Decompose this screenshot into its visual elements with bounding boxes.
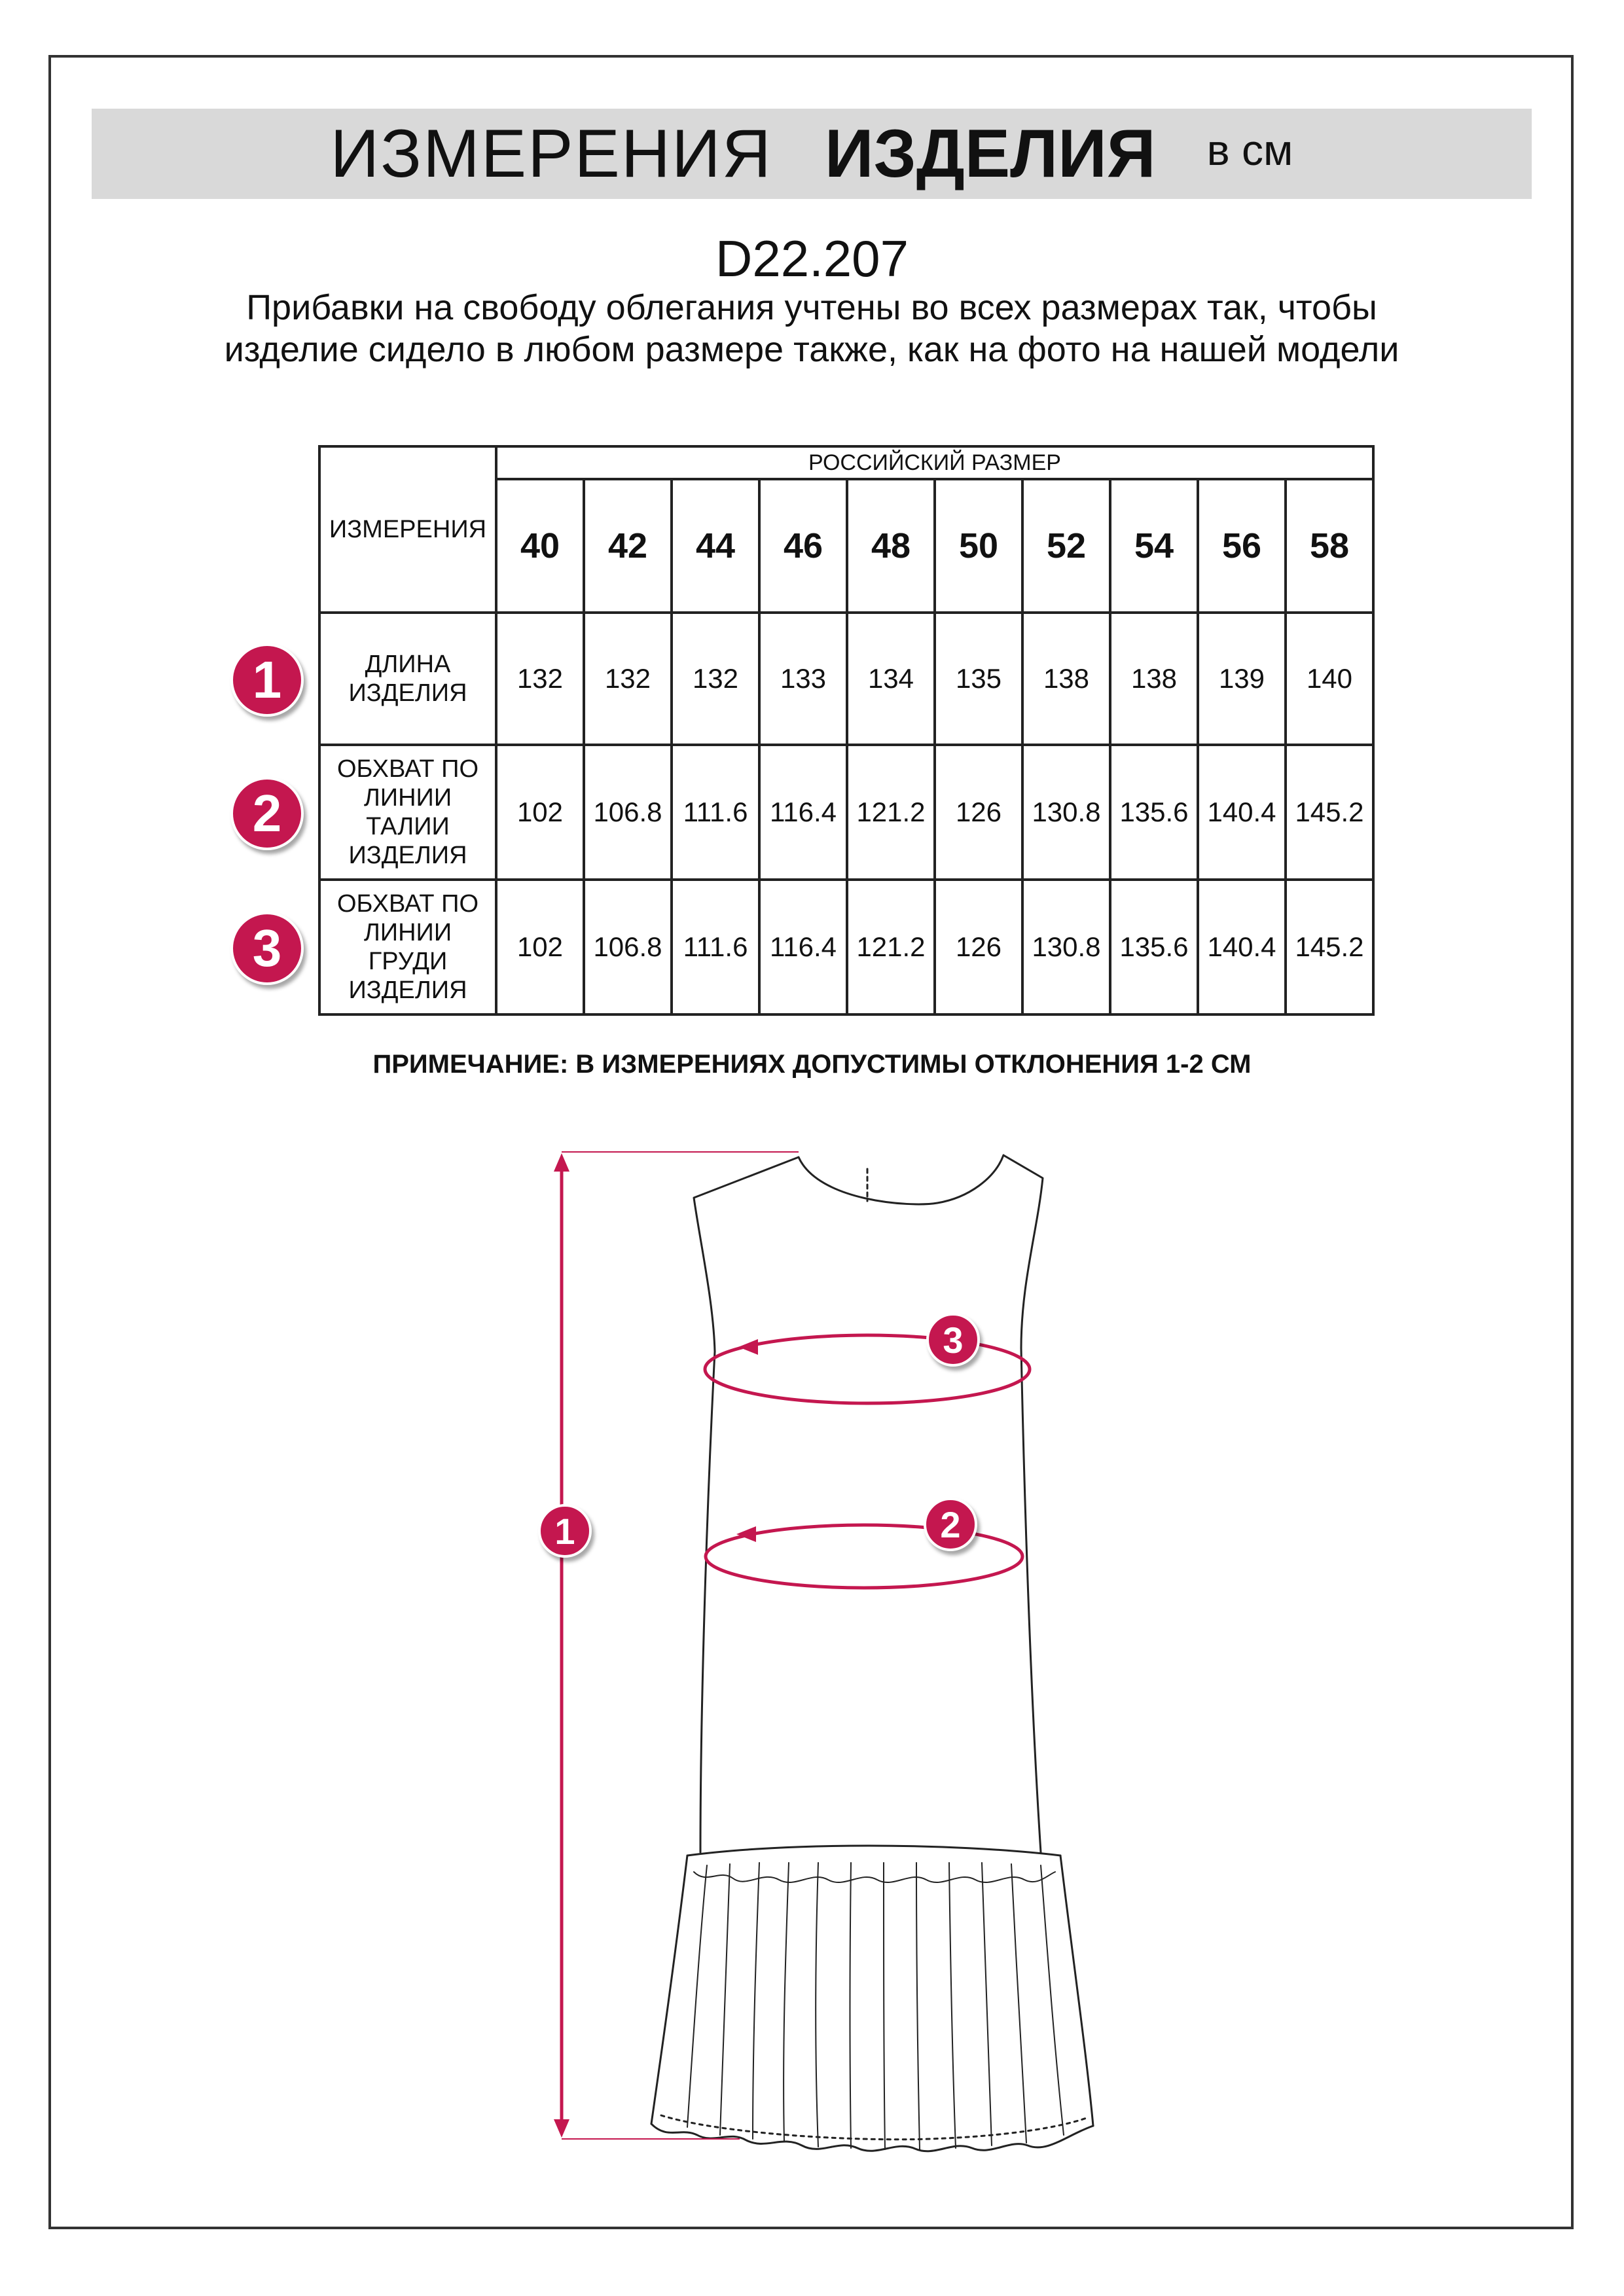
- row-label-length: ДЛИНА ИЗДЕЛИЯ: [319, 613, 496, 745]
- tolerance-note: ПРИМЕЧАНИЕ: В ИЗМЕРЕНИЯХ ДОПУСТИМЫ ОТКЛОНЕНИЯ 1-2 СМ: [372, 1050, 1252, 1079]
- size-header: 46: [759, 479, 847, 613]
- table-cell: 130.8: [1022, 880, 1110, 1014]
- size-header: 44: [672, 479, 759, 613]
- size-header: 54: [1110, 479, 1198, 613]
- row-badge-chest: 3: [230, 912, 304, 985]
- table-cell: 134: [847, 613, 935, 745]
- table-cell: 106.8: [584, 745, 672, 880]
- unit-label: в см: [1206, 126, 1293, 174]
- table-cell: 130.8: [1022, 745, 1110, 880]
- dress-outline: [651, 1155, 1093, 2151]
- table-cell: 126: [935, 880, 1022, 1014]
- table-cell: 133: [759, 613, 847, 745]
- table-cell: 145.2: [1286, 880, 1373, 1014]
- arrow-left-icon: [738, 1339, 758, 1355]
- size-header: 42: [584, 479, 672, 613]
- size-header: 56: [1198, 479, 1286, 613]
- table-cell: 135.6: [1110, 745, 1198, 880]
- page-title: ИЗМЕРЕНИЯ: [330, 115, 772, 192]
- size-header: 58: [1286, 479, 1373, 613]
- table-cell: 116.4: [759, 880, 847, 1014]
- size-header: 52: [1022, 479, 1110, 613]
- table-cell: 121.2: [847, 745, 935, 880]
- table-cell: 126: [935, 745, 1022, 880]
- article-code: D22.207: [715, 230, 909, 287]
- page-title-bold: ИЗДЕЛИЯ: [824, 115, 1156, 192]
- table-cell: 135.6: [1110, 880, 1198, 1014]
- size-header: 50: [935, 479, 1022, 613]
- table-cell: 140.4: [1198, 745, 1286, 880]
- length-measure: [562, 1152, 799, 2139]
- table-cell: 138: [1110, 613, 1198, 745]
- table-cell: 138: [1022, 613, 1110, 745]
- sketch-marker-waist: 2: [924, 1498, 977, 1551]
- table-cell: 132: [496, 613, 584, 745]
- row-label-waist: ОБХВАТ ПО ЛИНИИ ТАЛИИ ИЗДЕЛИЯ: [319, 745, 496, 880]
- size-header: 40: [496, 479, 584, 613]
- table-cell: 111.6: [672, 880, 759, 1014]
- measurements-header: ИЗМЕРЕНИЯ: [319, 446, 496, 613]
- table-cell: 102: [496, 745, 584, 880]
- table-cell: 135: [935, 613, 1022, 745]
- table-cell: 106.8: [584, 880, 672, 1014]
- sketch-marker-length: 1: [538, 1504, 592, 1558]
- table-cell: 102: [496, 880, 584, 1014]
- arrow-up-icon: [554, 1153, 569, 1172]
- table-cell: 140: [1286, 613, 1373, 745]
- arrow-down-icon: [554, 2119, 569, 2138]
- size-header: 48: [847, 479, 935, 613]
- table-cell: 139: [1198, 613, 1286, 745]
- row-badge-length: 1: [230, 643, 304, 717]
- row-badge-waist: 2: [230, 777, 304, 850]
- sketch-marker-chest: 3: [926, 1313, 980, 1367]
- table-cell: 111.6: [672, 745, 759, 880]
- size-system-header: РОССИЙСКИЙ РАЗМЕР: [496, 446, 1373, 479]
- arrow-left-icon: [736, 1526, 756, 1542]
- table-cell: 121.2: [847, 880, 935, 1014]
- table-cell: 132: [672, 613, 759, 745]
- fit-description: Прибавки на свободу облегания учтены во всех размерах так, чтобы изделие сидело в любом размере также, как на фото на нашей модели: [224, 288, 1399, 369]
- row-label-chest: ОБХВАТ ПО ЛИНИИ ГРУДИ ИЗДЕЛИЯ: [319, 880, 496, 1014]
- table-cell: 145.2: [1286, 745, 1373, 880]
- table-cell: 132: [584, 613, 672, 745]
- table-cell: 140.4: [1198, 880, 1286, 1014]
- table-cell: 116.4: [759, 745, 847, 880]
